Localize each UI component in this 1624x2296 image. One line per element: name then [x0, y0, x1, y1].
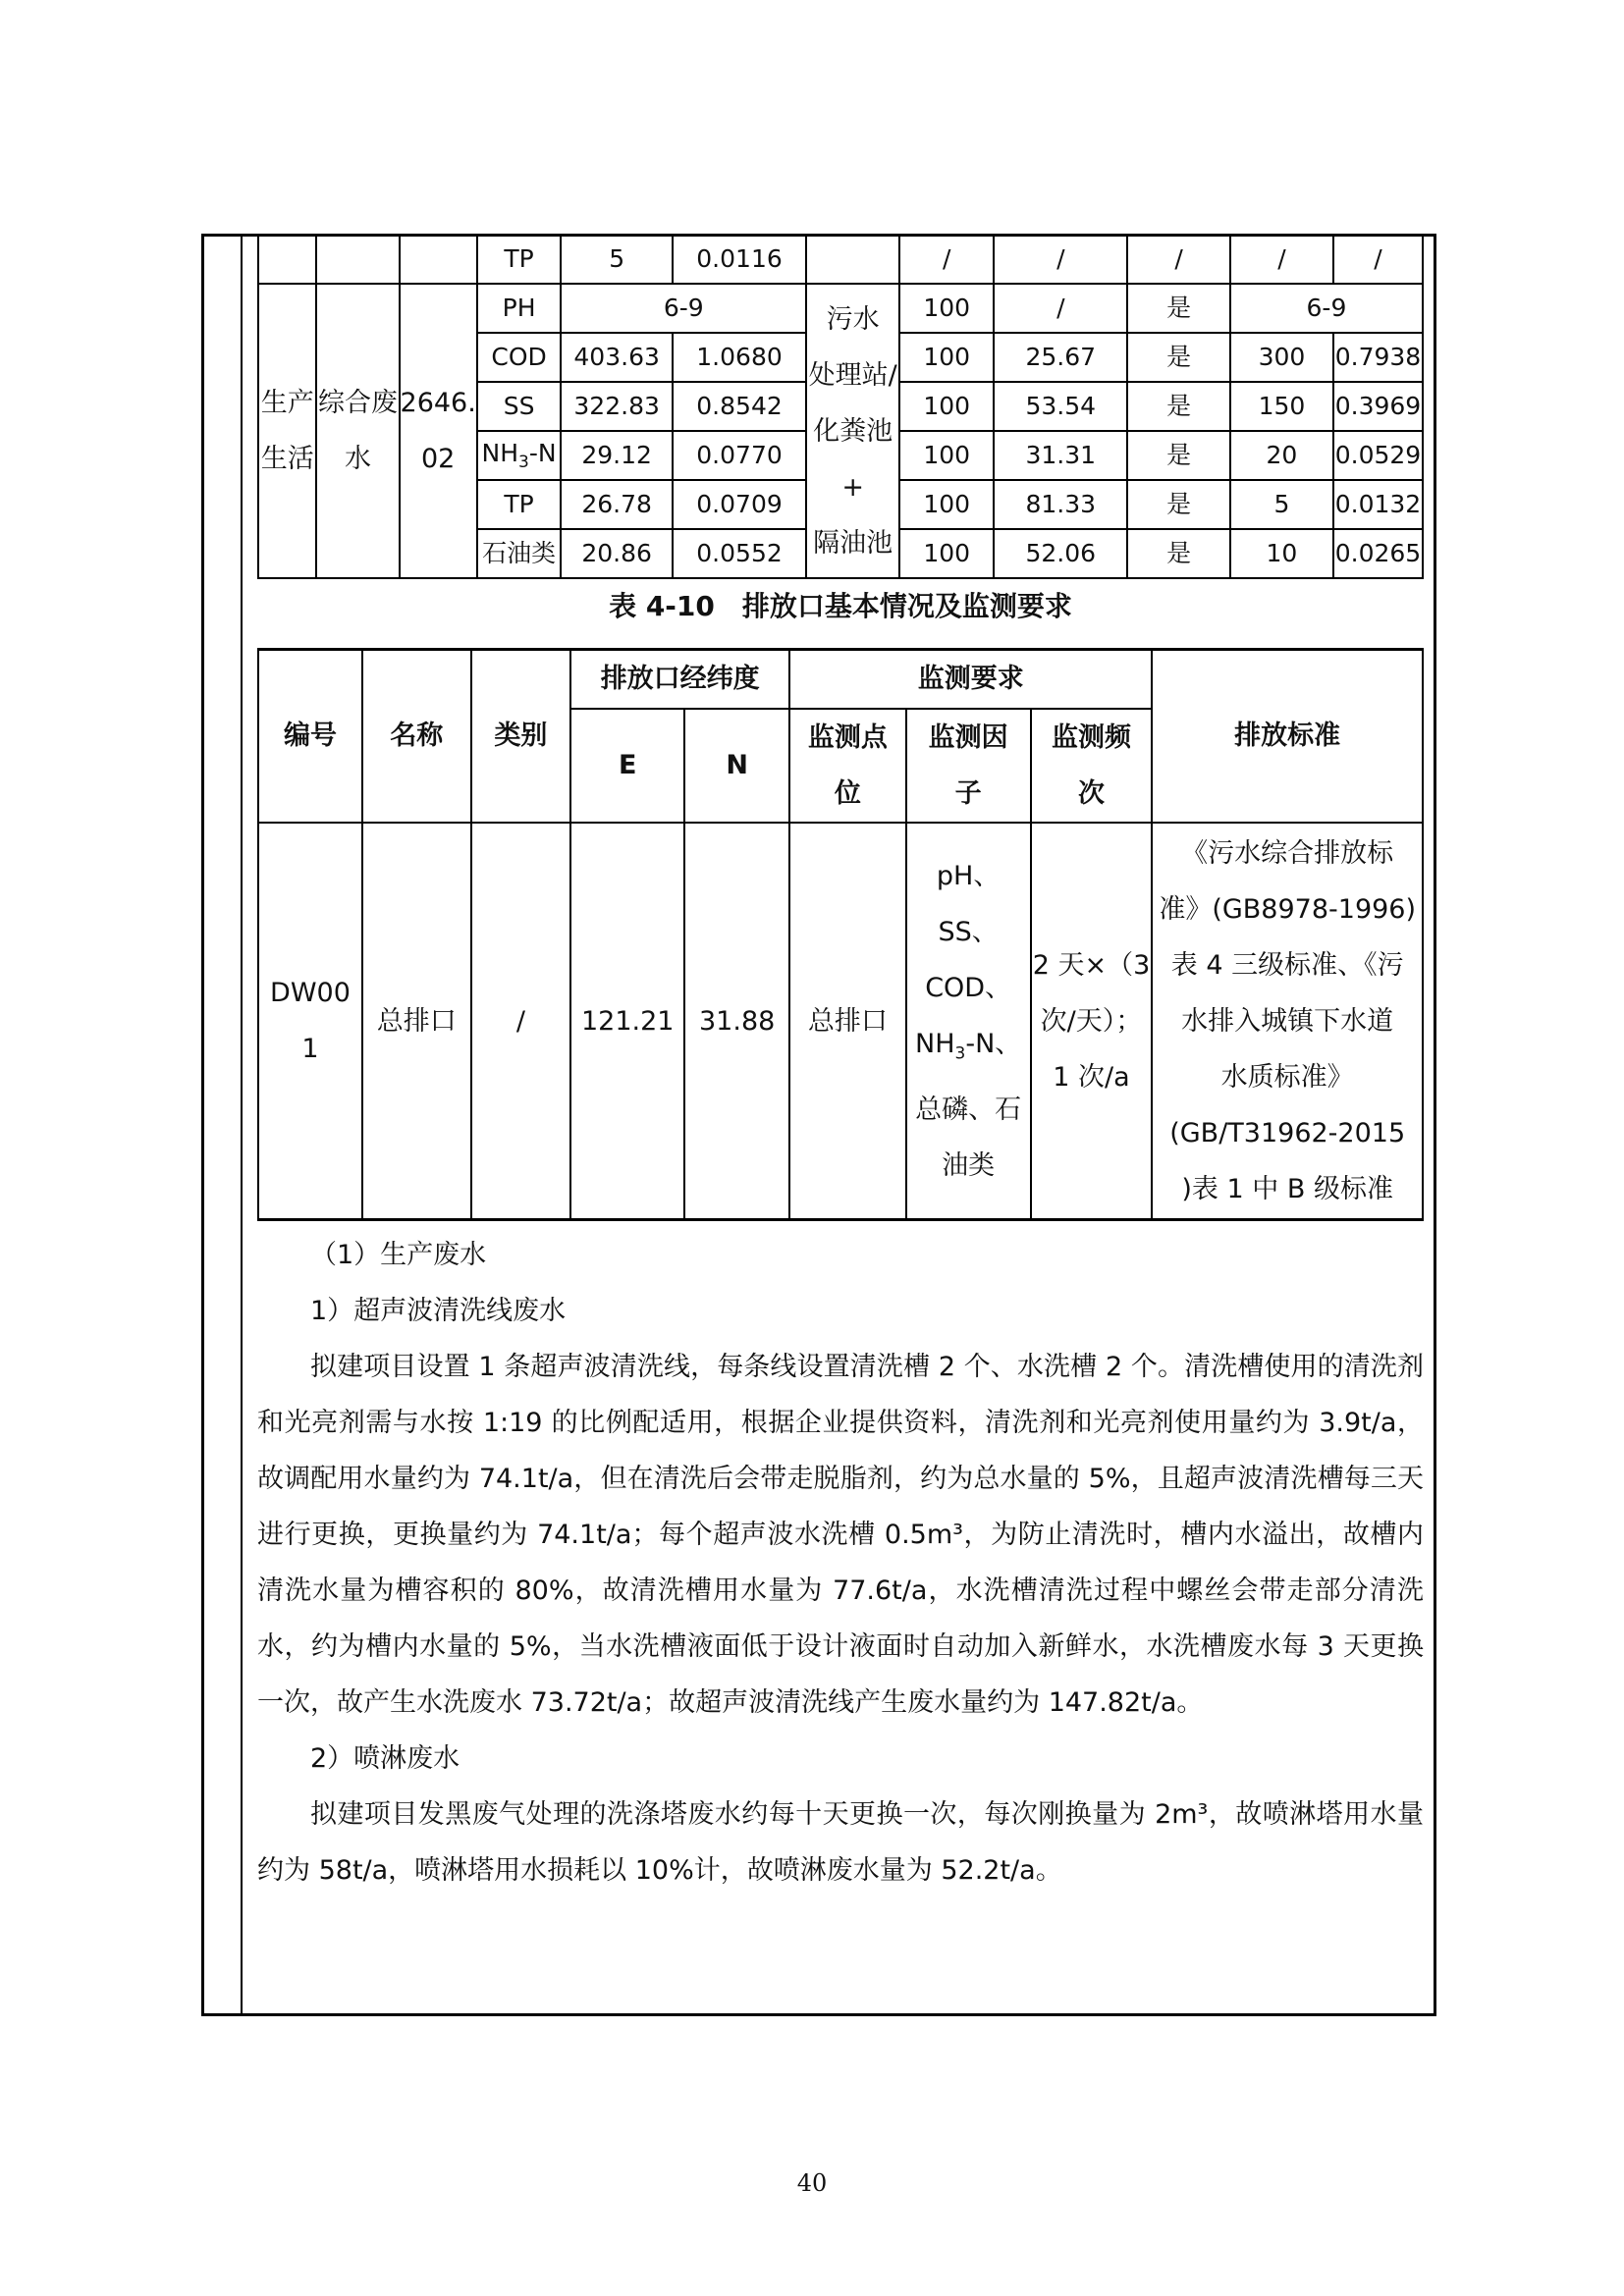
table-header-row	[258, 650, 1423, 710]
ok-cell: 是	[1127, 284, 1230, 333]
rem-cell: 52.06	[994, 529, 1127, 578]
amount-cell: 0.0552	[673, 529, 806, 578]
facility-cell: 污水 处理站/ 化粪池+ 隔油池	[806, 284, 899, 578]
outlet-category: /	[471, 823, 571, 1220]
table-row	[258, 235, 1423, 284]
eff-cell: 100	[899, 529, 994, 578]
wastewater-table	[257, 234, 1424, 579]
header-e: E	[570, 709, 684, 823]
table-row	[258, 823, 1423, 1220]
ok-cell: 是	[1127, 333, 1230, 382]
conc-cell: 5	[561, 235, 673, 284]
header-name: 名称	[362, 650, 471, 824]
eff-cell: 100	[899, 284, 994, 333]
table-row	[258, 284, 1423, 333]
volume-cell: 2646. 02	[400, 284, 477, 578]
eff-cell: /	[899, 235, 994, 284]
ph-std-cell: 6-9	[1230, 284, 1423, 333]
emit-cell: /	[1333, 235, 1423, 284]
emit-cell: 0.0132	[1333, 480, 1423, 529]
lim-cell: 300	[1230, 333, 1333, 382]
header-id: 编号	[258, 650, 362, 824]
rem-cell: /	[994, 284, 1127, 333]
factor-cell: TP	[477, 480, 562, 529]
conc-cell: 322.83	[561, 382, 673, 431]
header-monitoring: 监测要求	[789, 650, 1152, 710]
monitoring-point: 总排口	[789, 823, 906, 1220]
subsection-heading: 1）超声波清洗线废水	[310, 1296, 567, 1326]
amount-cell: 0.0709	[673, 480, 806, 529]
header-frequency: 监测频 次	[1031, 709, 1153, 823]
monitoring-frequency: 2 天×（3 次/天）； 1 次/a	[1031, 823, 1153, 1220]
rem-cell: 31.31	[994, 431, 1127, 480]
header-coordinates: 排放口经纬度	[570, 650, 789, 710]
ok-cell: 是	[1127, 431, 1230, 480]
ok-cell: 是	[1127, 382, 1230, 431]
type-cell: 生产 生活	[258, 284, 316, 578]
outlet-monitoring-table	[257, 648, 1424, 1221]
lim-cell: 20	[1230, 431, 1333, 480]
outlet-longitude: 121.21	[570, 823, 684, 1220]
conc-cell: 29.12	[561, 431, 673, 480]
amount-cell: 1.0680	[673, 333, 806, 382]
conc-cell: 20.86	[561, 529, 673, 578]
emit-cell: 0.0265	[1333, 529, 1423, 578]
factor-cell: $NH_3-N$	[477, 431, 562, 480]
discharge-standard: 《污水综合排放标 准》(GB8978-1996) 表 4 三级标准、《污 水排入城镇下水道 水质标准》 (GB/T31962-2015 )表 1 中 B 级标准	[1152, 823, 1423, 1220]
amount-cell: 0.0770	[673, 431, 806, 480]
rem-cell: 81.33	[994, 480, 1127, 529]
frame-inner-line	[241, 234, 243, 2016]
factor-cell: 石油类	[477, 529, 562, 578]
paragraph: 拟建项目发黑废气处理的洗涤塔废水约每十天更换一次，每次刚换量为 2m³，故喷淋塔用水量约为 58t/a，喷淋塔用水损耗以 10%计，故喷淋废水量为 52.2t/a。	[257, 1799, 1424, 1886]
outlet-name: 总排口	[362, 823, 471, 1220]
ph-range-cell: 6-9	[561, 284, 806, 333]
eff-cell: 100	[899, 431, 994, 480]
emit-cell: 0.3969	[1333, 382, 1423, 431]
factor-cell: PH	[477, 284, 562, 333]
header-factor: 监测因 子	[906, 709, 1031, 823]
outlet-id: DW00 1	[258, 823, 362, 1220]
factor-cell: TP	[477, 235, 562, 284]
header-point: 监测点 位	[789, 709, 906, 823]
body-text	[257, 1227, 1424, 1898]
header-n: N	[684, 709, 789, 823]
ok-cell: /	[1127, 235, 1230, 284]
lim-cell: 150	[1230, 382, 1333, 431]
rem-cell: /	[994, 235, 1127, 284]
lim-cell: /	[1230, 235, 1333, 284]
emit-cell: 0.0529	[1333, 431, 1423, 480]
factor-cell: SS	[477, 382, 562, 431]
amount-cell: 0.8542	[673, 382, 806, 431]
lim-cell: 5	[1230, 480, 1333, 529]
header-standard: 排放标准	[1152, 650, 1423, 824]
subsection-heading: 2）喷淋废水	[310, 1743, 460, 1774]
ok-cell: 是	[1127, 529, 1230, 578]
header-category: 类别	[471, 650, 571, 824]
rem-cell: 53.54	[994, 382, 1127, 431]
monitoring-factors: pH、SS、 COD、 $NH_3-N$、 总磷、石 油类	[906, 823, 1031, 1220]
name-cell: 综合废 水	[316, 284, 399, 578]
page-number: 40	[796, 2169, 828, 2197]
table-caption: 表 4-10 排放口基本情况及监测要求	[609, 590, 1072, 622]
factor-cell: COD	[477, 333, 562, 382]
section-heading: （1）生产废水	[310, 1240, 487, 1270]
conc-cell: 26.78	[561, 480, 673, 529]
eff-cell: 100	[899, 382, 994, 431]
paragraph: 拟建项目设置 1 条超声波清洗线，每条线设置清洗槽 2 个、水洗槽 2 个。清洗槽使用的清洗剂和光亮剂需与水按 1:19 的比例配适用，根据企业提供资料，清洗剂和光亮剂使用量约为 3.9t/a，故调配用水量约为 74.1t/a，但在清洗后会带走脱脂剂，约为总水量的 5%，且超声波清洗槽每三天进行更换，更换量约为 74.1t/a；每个超声波水洗槽 0.5m³，为防止清洗时，槽内水溢出，故槽内清洗水量为槽容积的 80%，故清洗槽用水量为 77.6t/a，水洗槽清洗过程中螺丝会带走部分清洗水，约为槽内水量的 5%，当水洗槽液面低于设计液面时自动加入新鲜水，水洗槽废水每 3 天更换一次，故产生水洗废水 73.72t/a；故超声波清洗线产生废水量约为 147.82t/a。	[257, 1352, 1424, 1718]
rem-cell: 25.67	[994, 333, 1127, 382]
ok-cell: 是	[1127, 480, 1230, 529]
eff-cell: 100	[899, 480, 994, 529]
conc-cell: 403.63	[561, 333, 673, 382]
amount-cell: 0.0116	[673, 235, 806, 284]
emit-cell: 0.7938	[1333, 333, 1423, 382]
eff-cell: 100	[899, 333, 994, 382]
lim-cell: 10	[1230, 529, 1333, 578]
outlet-latitude: 31.88	[684, 823, 789, 1220]
